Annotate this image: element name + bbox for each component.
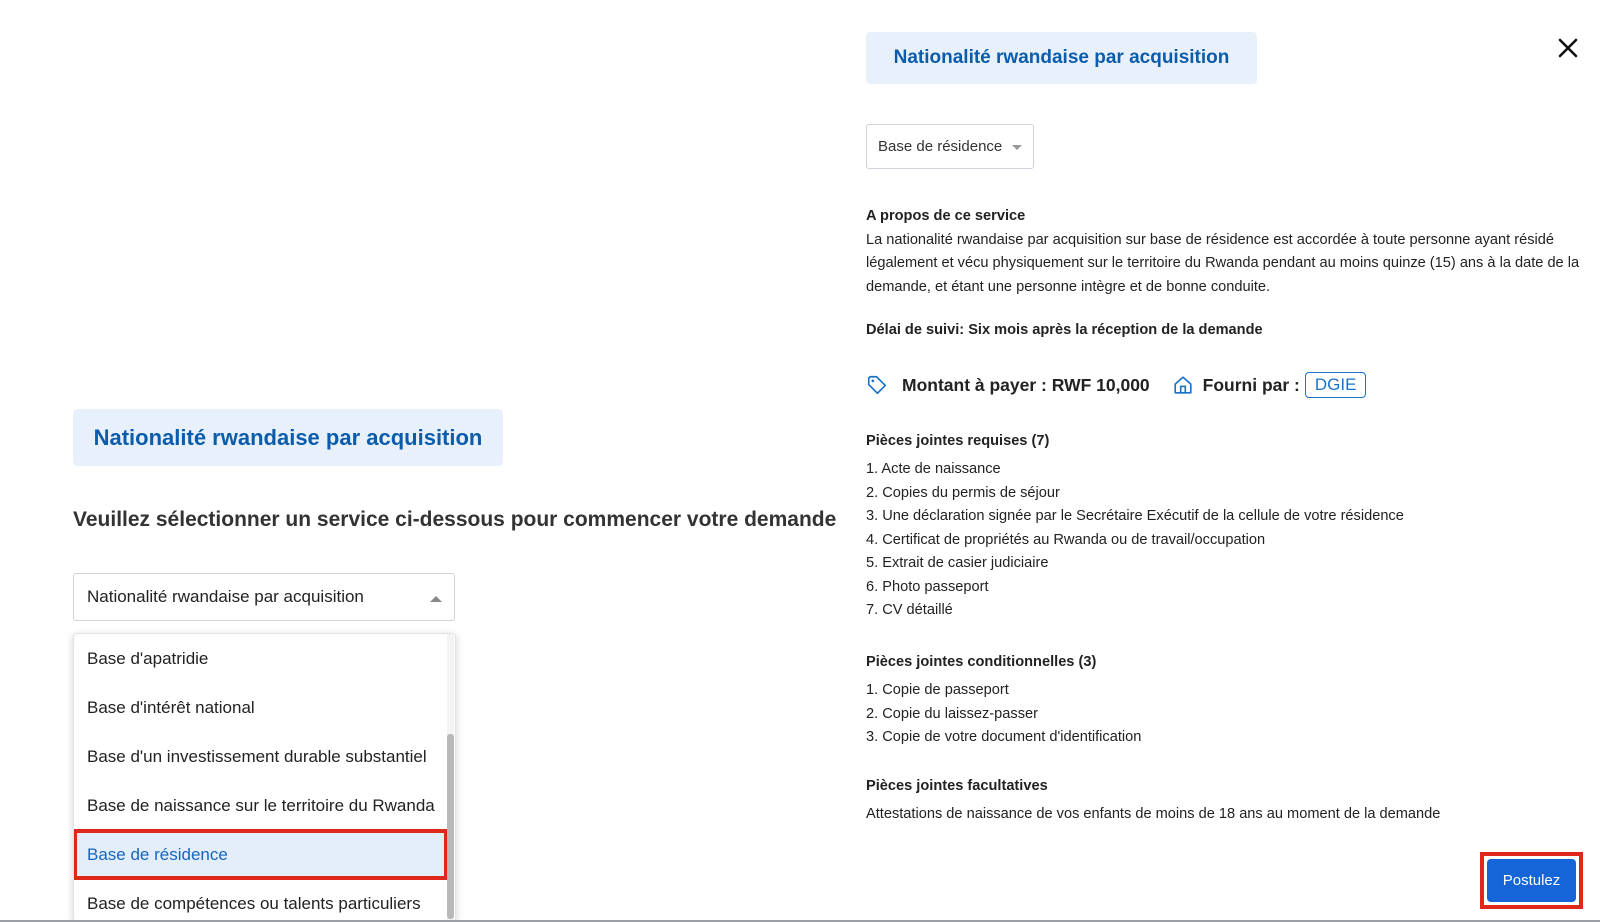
about-title: A propos de ce service (866, 208, 1026, 224)
conditional-documents-title: Pièces jointes conditionnelles (3) (866, 654, 1097, 670)
right-title-box (866, 32, 1257, 84)
service-select-value: Nationalité rwandaise par acquisition (87, 587, 364, 606)
dropdown-option-naissance[interactable]: Base de naissance sur le territoire du Rwanda (87, 795, 435, 815)
list-item: 2. Copies du permis de séjour (866, 484, 1060, 501)
home-icon (1172, 374, 1194, 396)
conditional-documents (866, 654, 1141, 750)
list-item: 6. Photo passeport (866, 578, 989, 595)
list-item: 5. Extrait de casier judiciaire (866, 555, 1049, 571)
close-icon (1558, 38, 1578, 58)
dropdown-option-residence[interactable]: Base de résidence (74, 830, 447, 879)
list-item: 1. Copie de passeport (866, 682, 1009, 698)
type-select[interactable] (866, 124, 1034, 169)
provider-label: Fourni par : (1202, 374, 1300, 395)
caret-down-icon (1012, 145, 1022, 150)
dropdown-option-competences[interactable]: Base de compétences ou talents particuliers (87, 893, 421, 913)
required-documents-list (866, 458, 1404, 623)
right-page-title: Nationalité rwandaise par acquisition (893, 47, 1230, 68)
dropdown-scroll-thumb[interactable] (447, 734, 454, 919)
service-instruction-heading: Veuillez sélectionner un service ci-dessous pour commencer votre demande (73, 508, 837, 531)
about-service (866, 205, 1586, 299)
apply-button[interactable]: Postulez (1487, 859, 1576, 902)
price-label: Montant à payer : RWF 10,000 (902, 374, 1150, 395)
list-item: 3. Copie de votre document d'identification (866, 729, 1142, 745)
processing-delay: Délai de suivi: Six mois après la réception de la demande (866, 322, 1263, 338)
conditional-documents-list (866, 679, 1141, 750)
close-button[interactable] (1553, 33, 1583, 63)
optional-documents-title: Pièces jointes facultatives (866, 778, 1048, 794)
caret-up-icon (430, 596, 442, 602)
tag-icon (866, 374, 888, 396)
optional-documents (866, 778, 1440, 827)
service-dropdown-list[interactable] (73, 633, 456, 922)
list-item: Attestations de naissance de vos enfants de moins de 18 ans au moment de la demande (866, 806, 1441, 822)
price-row (866, 372, 1366, 398)
dropdown-scrollbar[interactable] (447, 634, 454, 921)
about-text: La nationalité rwandaise par acquisition sur base de résidence est accordée à toute personne ayant résidé légalement et vécu physiquement sur le territoire du Rwanda pendant au moins quinze (15) ans à la date de la demande, et étant une personne intègre et de bonne conduite. (866, 231, 1580, 295)
list-item: 2. Copie du laissez-passer (866, 705, 1038, 722)
dropdown-option-investissement[interactable]: Base d'un investissement durable substantiel (87, 746, 427, 766)
list-item: 4. Certificat de propriétés au Rwanda ou de travail/occupation (866, 531, 1266, 548)
provider-badge: DGIE (1305, 372, 1367, 398)
list-item: 3. Une déclaration signée par le Secrétaire Exécutif de la cellule de votre résidence (866, 508, 1404, 524)
dropdown-option-apatridie[interactable]: Base d'apatridie (87, 648, 209, 668)
type-select-value: Base de résidence (878, 138, 1003, 155)
dropdown-option-interet-national[interactable]: Base d'intérêt national (87, 697, 255, 717)
left-title-box (73, 409, 503, 466)
list-item: 1. Acte de naissance (866, 461, 1001, 477)
apply-button-highlight (1480, 852, 1583, 909)
required-documents (866, 433, 1404, 623)
service-select[interactable] (73, 573, 455, 621)
left-page-title: Nationalité rwandaise par acquisition (93, 424, 483, 450)
required-documents-title: Pièces jointes requises (7) (866, 433, 1050, 449)
optional-documents-list (866, 803, 1440, 827)
list-item: 7. CV détaillé (866, 602, 953, 618)
